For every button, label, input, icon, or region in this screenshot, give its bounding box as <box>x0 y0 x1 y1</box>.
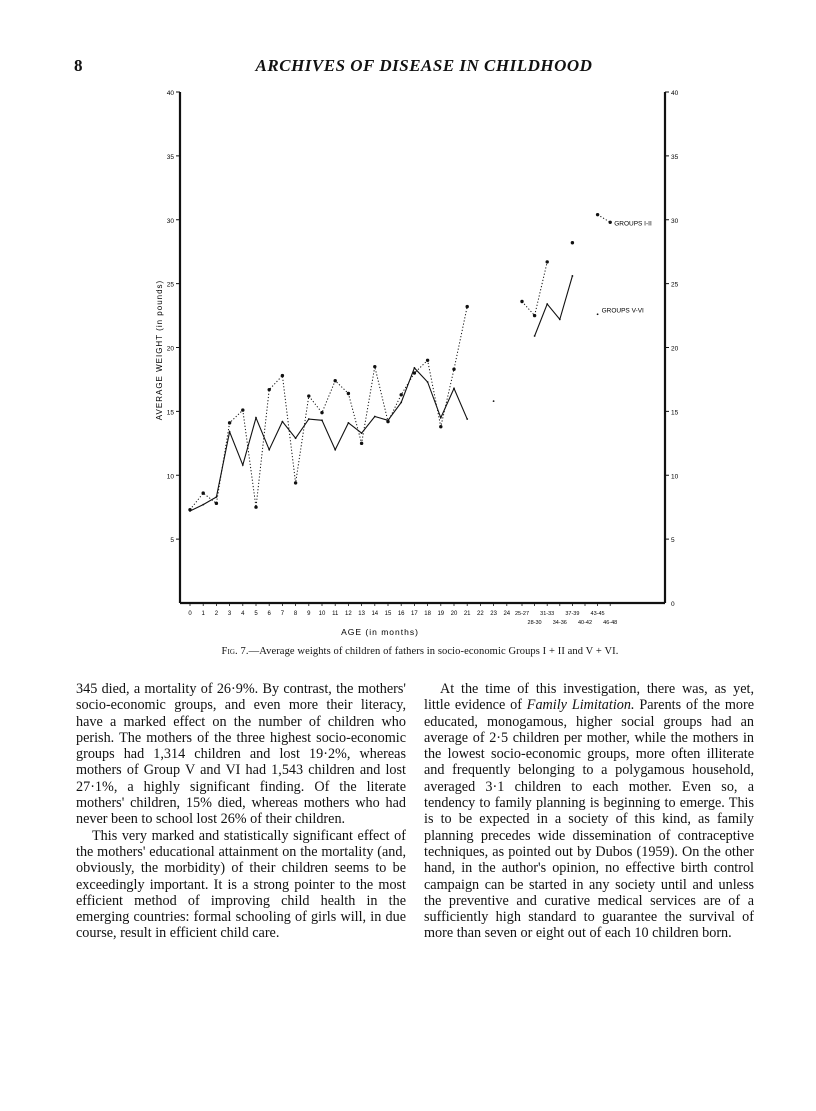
x-tick-label: 24 <box>503 611 511 617</box>
data-point-2 <box>295 437 297 439</box>
right-y-tick-label: 10 <box>671 473 679 481</box>
y-tick-label: 15 <box>166 409 174 417</box>
x-tick-label: 16 <box>397 611 405 617</box>
x-tick-label: 15 <box>384 611 392 617</box>
x-tick-label: 28-30 <box>527 620 542 626</box>
data-point-1 <box>320 411 323 414</box>
data-point-2 <box>414 367 416 369</box>
caption-text: —Average weights of children of fathers in socio-economic Groups I + II and V + VI. <box>248 646 619 657</box>
x-tick-label: 40-42 <box>577 620 593 626</box>
data-point-1 <box>452 368 455 371</box>
x-tick-label: 23 <box>490 611 497 617</box>
data-point-2 <box>546 303 548 305</box>
data-point-2 <box>400 402 402 404</box>
data-point-1 <box>466 305 469 308</box>
series-line-2 <box>535 276 573 336</box>
data-point-2 <box>348 422 350 424</box>
page-header <box>74 56 774 80</box>
page-number: 8 <box>74 56 83 75</box>
data-point-2 <box>255 417 257 419</box>
series-label-2: GROUPS V-VI <box>601 307 644 315</box>
x-tick-label: 17 <box>411 611 418 617</box>
data-point-1 <box>268 388 271 391</box>
x-tick-label: 43-45 <box>590 611 605 617</box>
right-y-tick-label: 30 <box>671 217 679 225</box>
x-tick-label: 5 <box>254 611 258 617</box>
data-point-2 <box>440 417 442 419</box>
data-point-2 <box>229 431 231 433</box>
data-point-1 <box>439 425 442 428</box>
data-point-1 <box>520 300 523 303</box>
data-point-1 <box>202 491 205 494</box>
x-tick-label: 19 <box>437 611 445 617</box>
data-point-2 <box>427 381 429 383</box>
right-y-tick-label: 35 <box>671 153 679 161</box>
data-point-1 <box>546 260 549 263</box>
x-tick-label: 4 <box>241 611 245 617</box>
series-line-1 <box>522 262 547 316</box>
x-tick-label: 9 <box>307 611 311 617</box>
right-paragraph-1 <box>424 681 754 942</box>
data-point-2 <box>282 421 284 423</box>
data-point-1 <box>609 221 612 224</box>
data-point-2 <box>453 387 455 389</box>
x-tick-label: 3 <box>227 611 232 617</box>
journal-title: ARCHIVES OF DISEASE IN CHILDHOOD <box>255 56 593 75</box>
x-tick-label: 46-48 <box>603 620 618 626</box>
x-tick-label: 25-27 <box>514 611 530 617</box>
right-y-tick-label: 20 <box>671 345 679 353</box>
x-tick-label: 10 <box>318 611 326 617</box>
data-point-1 <box>347 392 350 395</box>
data-point-1 <box>307 394 310 397</box>
data-point-2 <box>493 400 495 402</box>
data-point-1 <box>426 359 429 362</box>
right-y-tick-label: 25 <box>671 281 679 289</box>
data-point-1 <box>334 379 337 382</box>
data-point-2 <box>334 449 336 451</box>
weight-chart <box>0 80 816 640</box>
left-column <box>76 681 406 942</box>
data-point-2 <box>559 318 561 320</box>
left-paragraph-2: This very marked and statistically significant effect of the mothers' educational attainment on the mortality (and, obviously, the morbidity) of their children seems to be exceedingly important. It is a strong pointer to the most efficient method of improving child health in the emerging countries: formal schooling of girls will, in due course, result in efficient child care. <box>76 827 406 942</box>
data-point-1 <box>360 442 363 445</box>
x-tick-label: 37-39 <box>565 611 580 617</box>
data-point-1 <box>373 365 376 368</box>
y-tick-label: 20 <box>166 345 174 353</box>
y-tick-label: 25 <box>166 281 174 289</box>
y-tick-label: 10 <box>166 473 174 481</box>
series-line-1 <box>190 307 467 510</box>
data-point-2 <box>466 418 468 420</box>
data-point-1 <box>215 502 218 505</box>
data-point-2 <box>242 464 244 466</box>
x-tick-label: 21 <box>463 611 471 617</box>
x-tick-label: 2 <box>214 611 219 617</box>
right-y-zero-label: 0 <box>671 601 675 608</box>
left-paragraph-1: 345 died, a mortality of 26·9%. By contrast, the mothers' socio-economic groups, and even more their literacy, have a marked effect on the number of children who perish. The mothers of the three highest socio-economic groups had 1,314 children and lost 19·2%, whereas mothers of Group V and VI had 1,543 children and lost 27·1%, a highly significant finding. Of the literate mothers' children, 15% died, whereas mothers who had never been to school lost 26% of their children. <box>76 681 406 828</box>
data-point-1 <box>596 213 599 216</box>
x-tick-label: 14 <box>371 611 379 617</box>
right-paragraph-1-a: At the time of this investigation, there was, as yet, little evidence of <box>424 681 754 714</box>
data-point-2 <box>216 496 218 498</box>
y-axis-label: AVERAGE WEIGHT (in pounds) <box>155 279 164 421</box>
data-point-1 <box>400 393 403 396</box>
x-tick-label: 8 <box>293 611 298 617</box>
data-point-2 <box>597 313 599 315</box>
data-point-2 <box>534 335 536 337</box>
x-tick-label: 0 <box>188 611 192 617</box>
right-y-tick-label: 40 <box>671 90 679 97</box>
data-point-2 <box>374 416 376 418</box>
data-point-2 <box>268 449 270 451</box>
x-tick-label: 31-33 <box>540 611 555 617</box>
data-point-2 <box>572 275 574 277</box>
data-point-2 <box>189 510 191 512</box>
data-point-2 <box>321 419 323 421</box>
right-column <box>424 681 754 942</box>
x-tick-label: 7 <box>280 611 285 617</box>
x-tick-label: 20 <box>450 611 458 617</box>
x-tick-label: 1 <box>201 611 205 617</box>
data-point-2 <box>202 504 204 506</box>
right-y-tick-label: 5 <box>671 537 675 545</box>
x-tick-label: 6 <box>267 611 271 617</box>
data-point-1 <box>228 421 231 424</box>
series-line-1 <box>598 215 611 223</box>
x-axis-label: AGE (in months) <box>341 627 419 637</box>
x-tick-label: 34-36 <box>552 620 567 626</box>
y-tick-label: 30 <box>166 217 174 225</box>
data-point-2 <box>387 419 389 421</box>
x-tick-label: 18 <box>424 611 431 617</box>
figure-caption <box>120 646 720 657</box>
figure-label: Fig. 7. <box>221 646 249 657</box>
y-tick-label: 40 <box>166 90 174 97</box>
data-point-2 <box>308 418 310 420</box>
x-tick-label: 22 <box>477 611 484 617</box>
x-tick-label: 12 <box>345 611 352 617</box>
data-point-1 <box>241 408 244 411</box>
data-point-1 <box>254 505 257 508</box>
series-line-2 <box>190 368 467 511</box>
right-y-tick-label: 15 <box>671 409 679 417</box>
x-tick-label: 11 <box>332 611 339 617</box>
data-point-2 <box>361 432 363 434</box>
data-point-1 <box>571 241 574 244</box>
right-paragraph-1-b: Parents of the more educated, monogamous, higher social groups had an average of 2·5 children per mother, while the mothers in the lowest socio-economic groups, more often illiterate and frequently belonging to a polygamous household, averaged 3·1 children to each mother. Even so, a tendency to family planning is beginning to emerge. This is to be expected in a society of this kind, as family planning precedes wide dissemination of contraceptive techniques, as pointed out by Dubos (1959). On the other hand, in the author's opinion, no effective birth control campaign can be started in any society until and unless the preventive and curative medical services are of a sufficiently high standard to guarantee the survival of more than seven or eight out of each 10 children born. <box>424 697 754 942</box>
y-tick-label: 35 <box>166 153 174 161</box>
data-point-1 <box>533 314 536 317</box>
data-point-1 <box>281 374 284 377</box>
x-tick-label: 13 <box>358 611 365 617</box>
data-point-1 <box>294 481 297 484</box>
y-tick-label: 5 <box>170 537 174 545</box>
family-limitation-term: Family Limitation. <box>526 697 635 714</box>
series-label-1: GROUPS I-II <box>614 220 652 228</box>
